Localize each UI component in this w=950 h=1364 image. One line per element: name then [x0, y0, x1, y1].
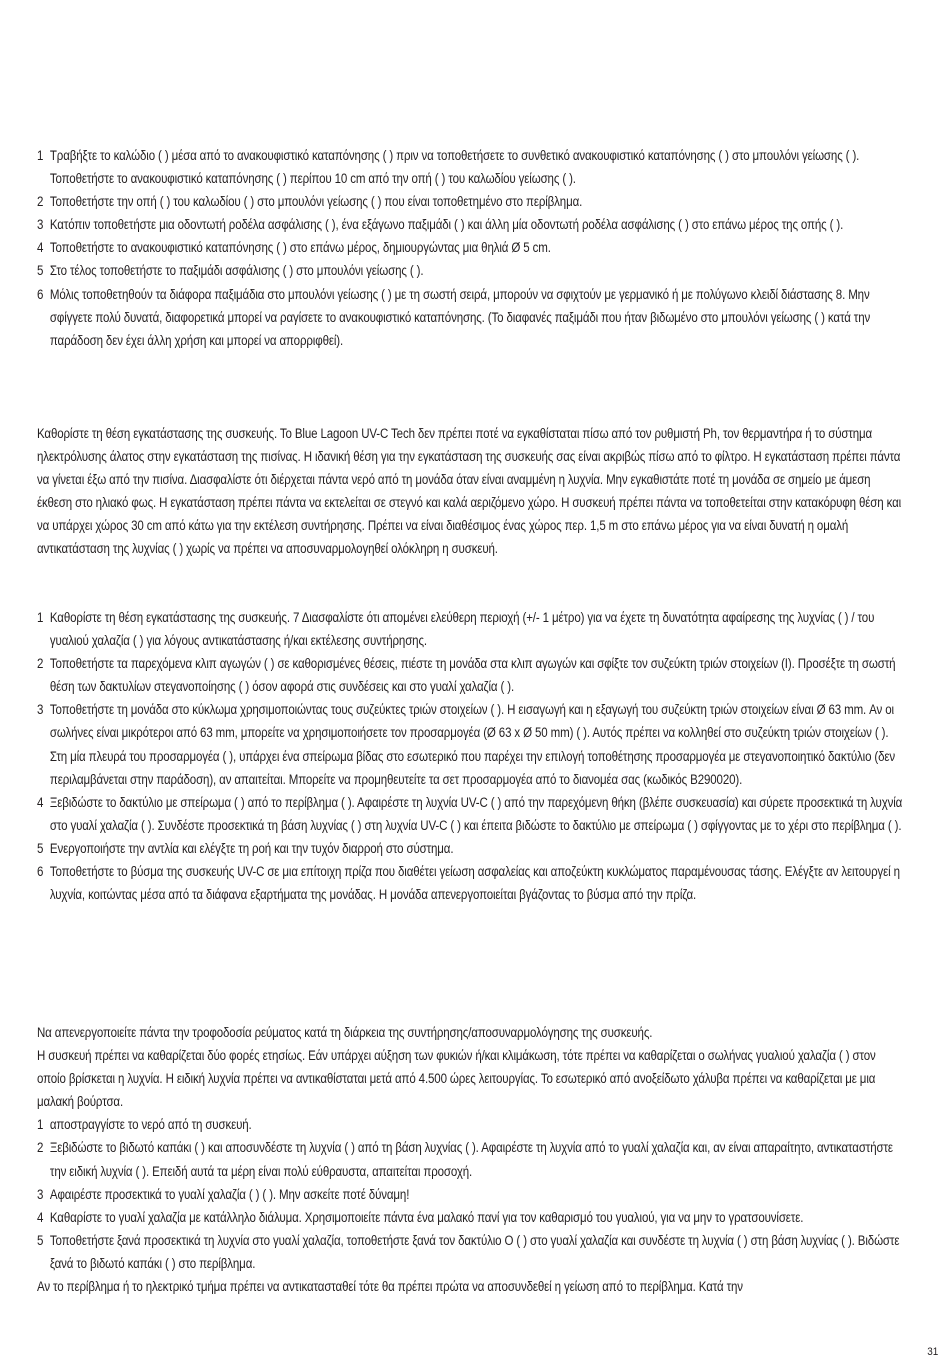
step-number: 2: [37, 656, 44, 672]
mounting-steps-list: [37, 606, 906, 906]
step-number: 5: [37, 840, 44, 856]
list-item: [37, 213, 906, 236]
grounding-steps-section: [37, 144, 906, 352]
maintenance-section: [37, 1021, 906, 1298]
step-number: 3: [37, 217, 44, 233]
list-item: [37, 259, 906, 282]
list-item: [37, 837, 906, 860]
grounding-steps-list: [37, 144, 906, 352]
step-text: Κατόπιν τοποθετήστε μια οδοντωτή ροδέλα ασφάλισης ( ), ένα εξάγωνο παξιμάδι ( ) και άλλη μία οδοντωτή ροδέλα ασφάλισης ( ) στο επάνω μέρος της οπής ( ).: [49, 217, 844, 233]
list-item: [37, 190, 906, 213]
step-text: Αφαιρέστε προσεκτικά το γυαλί χαλαζία ( ) ( ). Μην ασκείτε ποτέ δύναμη!: [49, 1186, 410, 1202]
step-text: Στο τέλος τοποθετήστε το παξιμάδι ασφάλισης ( ) στο μπουλόνι γείωσης ( ).: [49, 263, 424, 279]
list-item: [37, 1206, 906, 1229]
step-text: Καθορίστε τη θέση εγκατάστασης της συσκευής. 7 Διασφαλίστε ότι απομένει ελεύθερη περιοχή (+/- 1 μέτρο) για να έχετε τη δυνατότητα αφαίρεσης της λυχνίας ( ) / του γυαλιού χαλαζία ( ) για λόγους αντικατάστασης ή/και εκτέλεσης συντήρησης.: [49, 610, 875, 649]
step-number: 4: [37, 794, 44, 810]
list-item: [37, 283, 906, 352]
step-text: Ξεβιδώστε το βιδωτό καπάκι ( ) και αποσυνδέστε τη λυχνία ( ) από τη βάση λυχνίας ( ). Αφαιρέστε τη λυχνία από το γυαλί χαλαζία και, αν είναι απαραίτητο, αντικαταστήστε την ειδική λυχνία ( ). Επειδή αυτά τα μέρη είναι πολύ εύθραυστα, απαιτείται προσοχή.: [49, 1140, 893, 1179]
step-number: 1: [37, 148, 44, 163]
step-number: 6: [37, 286, 44, 302]
list-item: [37, 791, 906, 837]
step-number: 1: [37, 610, 44, 625]
list-item: [37, 1229, 906, 1275]
step-number: 3: [37, 702, 44, 718]
step-number: 2: [37, 1140, 44, 1156]
step-text: Τοποθετήστε τα παρεχόμενα κλιπ αγωγών ( ) σε καθορισμένες θέσεις, πιέστε τη μονάδα στα κλιπ αγωγών και σφίξτε τον συζεύκτη τριών στοιχείων (I). Προσέξτε τη σωστή θέση των δακτυλίων στεγανοποίησης ( ) όσον αφορά στις συνδέσεις και στο γυαλί χαλαζία ( ).: [49, 656, 896, 695]
step-text: Τοποθετήστε το βύσμα της συσκευής UV-C σε μια επίτοιχη πρίζα που διαθέτει γείωση ασφαλείας και αποζεύκτη κυκλώματος παραμένουσας τάσης. Ελέγξτε αν λειτουργεί η λυχνία, κοιτώντας μέσα από τα διάφανα εξαρτήματα της μονάδας. Η μονάδα απενεργοποιείται βγάζοντας το βύσμα από την πρίζα.: [49, 864, 900, 903]
maintenance-steps-list: [37, 1113, 906, 1275]
list-item: [37, 236, 906, 259]
mounting-steps-section: [37, 606, 906, 906]
list-item: [37, 1183, 906, 1206]
step-text: Τοποθετήστε την οπή ( ) του καλωδίου ( ) στο μπουλόνι γείωσης ( ) που είναι τοποθετημένο στο περίβλημα.: [49, 194, 583, 210]
list-item: [37, 698, 906, 790]
page-number: 31: [926, 1346, 938, 1358]
step-text: Τοποθετήστε ξανά προσεκτικά τη λυχνία στο γυαλί χαλαζία, τοποθετήστε ξανά τον δακτύλιο O ( ) στο γυαλί χαλαζία και συνδέστε τη λυχνία ( ) στη βάση λυχνίας ( ). Βιδώστε ξανά το βιδωτό καπάκι ( ) στο περίβλημα.: [49, 1232, 900, 1271]
step-number: 2: [37, 194, 44, 210]
placement-section: [37, 422, 906, 561]
step-text: Ενεργοποιήστε την αντλία και ελέγξτε τη ροή και την τυχόν διαρροή στο σύστημα.: [49, 840, 454, 856]
step-number: 4: [37, 1209, 44, 1225]
step-text: Τοποθετήστε τη μονάδα στο κύκλωμα χρησιμοποιώντας τους συζεύκτες τριών στοιχείων ( ). Η εισαγωγή και η εξαγωγή του συζεύκτη τριών στοιχείων είναι Ø 63 mm. Αν οι σωλήνες είναι μικρότεροι από 63 mm, μπορείτε να χρησιμοποιήσετε τον προσαρμογέα (Ø 63 x Ø 50 mm) ( ). Αυτός πρέπει να κολληθεί στο συζεύκτη τριών στοιχείων ( ). Στη μία πλευρά του προσαρμογέα ( ), υπάρχει ένα σπείρωμα βίδας στο εσωτερικό που παρέχει την επιλογή τοποθέτησης προσαρμογέα με στεγανοποιητικό δακτύλιο (δεν περιλαμβάνεται στην παράδοση), αν απαιτείται. Μπορείτε να προμηθευτείτε τα σετ προσαρμογέα από το διανομέα σας (κωδικός B290020).: [49, 702, 896, 787]
list-item: [37, 652, 906, 698]
list-item: [37, 1136, 906, 1182]
step-text: Καθαρίστε το γυαλί χαλαζία με κατάλληλο διάλυμα. Χρησιμοποιείτε πάντα ένα μαλακό πανί για τον καθαρισμό του γυαλιού, για να μην το γρατσουνίσετε.: [49, 1209, 804, 1225]
step-number: 5: [37, 263, 44, 279]
maintenance-intro-1: Να απενεργοποιείτε πάντα την τροφοδοσία ρεύματος κατά τη διάρκεια της συντήρησης/αποσυναρμολόγησης της συσκευής.: [37, 1025, 653, 1040]
step-number: 5: [37, 1232, 44, 1248]
step-number: 6: [37, 864, 44, 880]
list-item: [37, 606, 906, 652]
step-text: Τραβήξτε το καλώδιο ( ) μέσα από το ανακουφιστικό καταπόνησης ( ) πριν να τοποθετήσετε το συνθετικό ανακουφιστικό καταπόνησης ( ) στο μπουλόνι γείωσης ( ). Τοποθετήστε το ανακουφιστικό καταπόνησης ( ) περίπου 10 cm από την οπή ( ) του καλωδίου γείωσης ( ).: [49, 148, 860, 187]
list-item: [37, 1113, 906, 1136]
step-text: Ξεβιδώστε το δακτύλιο με σπείρωμα ( ) από το περίβλημα ( ). Αφαιρέστε τη λυχνία UV-C ( ) από την παρεχόμενη θήκη (βλέπε συσκευασία) και σύρετε προσεκτικά τη λυχνία στο γυαλί χαλαζία ( ). Συνδέστε προσεκτικά τη βάση λυχνίας ( ) στη λυχνία UV-C ( ) και έπειτα βιδώστε το δακτύλιο με σπείρωμα ( ) σφίγγοντας με το χέρι στο περίβλημα ( ).: [49, 794, 903, 833]
placement-paragraph: Καθορίστε τη θέση εγκατάστασης της συσκευής. Το Blue Lagoon UV-C Tech δεν πρέπει ποτέ να εγκαθίσταται πίσω από τον ρυθμιστή Ph, τον θερμαντήρα ή το σύστημα ηλεκτρόλυσης άλατος στην εγκατάσταση της πισίνας. Η ιδανική θέση για την εγκατάσταση της συσκευής σας είναι ακριβώς πίσω από το φίλτρο. Η εγκατάσταση πρέπει πάντα να γίνεται έξω από την πισίνα. Διασφαλίστε ότι διέρχεται πάντα νερό από τη μονάδα όταν είναι αναμμένη η λυχνία. Μην εγκαθιστάτε ποτέ τη μονάδα σε σημείο με άμεση έκθεση στο ηλιακό φως. Η εγκατάσταση πρέπει πάντα να εκτελείται σε στεγνό και καλά αεριζόμενο χώρο. Η συσκευή πρέπει πάντα να τοποθετείται στην κατακόρυφη θέση και να υπάρχει χώρος 30 cm από κάτω για την εκτέλεση συντήρησης. Πρέπει να είναι διαθέσιμος ένας χώρος περ. 1,5 m στο επάνω μέρος για να είναι δυνατή η ομαλή αντικατάσταση της λυχνίας ( ) χωρίς να πρέπει να αποσυναρμολογηθεί ολόκληρη η συσκευή.: [37, 426, 902, 557]
step-text: Μόλις τοποθετηθούν τα διάφορα παξιμάδια στο μπουλόνι γείωσης ( ) με τη σωστή σειρά, μπορούν να σφιχτούν με γερμανικό ή με πολύγωνο κλειδί διάστασης 8. Μην σφίγγετε πολύ δυνατά, διαφορετικά μπορεί να ραγίσετε το ανακουφιστικό καταπόνησης. (Το διαφανές παξιμάδι που ήταν βιδωμένο στο μπουλόνι γείωσης ( ) κατά την παράδοση δεν έχει άλλη χρήση και μπορεί να απορριφθεί).: [49, 286, 871, 348]
maintenance-intro-2: Η συσκευή πρέπει να καθαρίζεται δύο φορές ετησίως. Εάν υπάρχει αύξηση των φυκιών ή/και κλιμάκωση, τότε πρέπει να καθαρίζεται ο σωλήνας γυαλιού χαλαζία ( ) στον οποίο βρίσκεται η λυχνία. Η ειδική λυχνία πρέπει να αντικαθίσταται μετά από 4.500 ώρες λειτουργίας. Το εσωτερικό από ανοξείδωτο χάλυβα πρέπει να καθαρίζεται με μια μαλακή βούρτσα.: [37, 1048, 876, 1110]
step-number: 1: [37, 1117, 44, 1133]
step-number: 3: [37, 1186, 44, 1202]
list-item: [37, 860, 906, 906]
step-text: αποστραγγίστε το νερό από τη συσκευή.: [49, 1117, 252, 1133]
list-item: [37, 144, 906, 190]
maintenance-closing: Αν το περίβλημα ή το ηλεκτρικό τμήμα πρέπει να αντικατασταθεί τότε θα πρέπει πρώτα να αποσυνδεθεί η γείωση από το περίβλημα. Κατά την: [37, 1279, 743, 1295]
step-text: Τοποθετήστε το ανακουφιστικό καταπόνησης ( ) στο επάνω μέρος, δημιουργώντας μια θηλιά Ø 5 cm.: [49, 240, 551, 256]
step-number: 4: [37, 240, 44, 256]
